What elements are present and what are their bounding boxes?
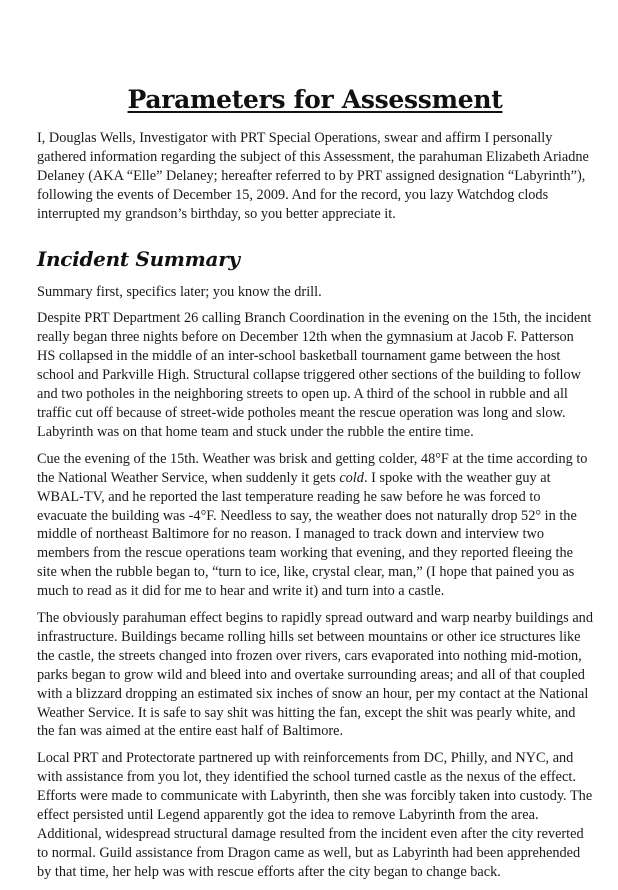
intro-paragraph: I, Douglas Wells, Investigator with PRT Special Operations, swear and affirm I personally gathered information regarding the subject of this Assessment, the parahuman Elizabeth Ariadne Delaney (AKA “Elle” Delaney; hereafter referred to by PRT assigned designation “Labyrinth”), following the events of December 15, 2009. And for the record, you lazy Watchdog clods interrupted my grandson’s birthday, so you better appreciate it. [37,130,589,222]
paragraph-effect-spread: The obviously parahuman effect begins to rapidly spread outward and warp nearby buildings and infrastructure. Buildings became rolling hills set between mountains or other ice structures like the castle, the streets changed into frozen over rivers, cars evaporated into nothing mid-motion, parks began to grow wild and bleed into and overtake surrounding areas; and all of that coupled with a blizzard dropping an estimated six inches of snow an hour, per my contact at the National Weather Service. It is safe to say shit was hitting the fan, except the shit was pearly white, and the fan was aimed at the entire east half of Baltimore. [37,610,593,740]
document-title: Parameters for Assessment [127,85,503,114]
document-page [37,84,593,890]
paragraph-incident-background: Despite PRT Department 26 calling Branch Coordination in the evening on the 15th, the incident really began three nights before on December 12th when the gymnasium at Jacob F. Patterson HS collapsed in the middle of an inter-school basketball tournament game between the host school and Parkville High. Structural collapse triggered other sections of the building to follow and two potholes in the neighboring streets to open up. A third of the school in rubble and all traffic cut off because of street-wide potholes meant the rescue operation was long and slow. Labyrinth was on that home team and stuck under the rubble the entire time. [37,310,592,440]
paragraph-text-segment: . I spoke with the weather guy at WBAL-TV, and he reported the last temperature reading he saw before he was forced to evacuate the building was -4°F. Needless to say, the weather does not naturally drop 52° in the middle of northeast Baltimore for no reason. I managed to track down and interview two members from the rescue operations team working that evening, and they reported fleeing the site when the rubble began to, “turn to ice, like, crystal clear, man,” (I hope that pained you as much to read as it did for me to hear and write it) and turn into a castle. [37,469,577,600]
emphasis-text: cold [339,469,364,486]
section-heading: Incident Summary [37,246,240,271]
paragraph-summary-intro: Summary first, specifics later; you know the drill. [37,283,322,300]
section-incident-summary [37,246,593,882]
paragraph-response: Local PRT and Protectorate partnered up with reinforcements from DC, Philly, and NYC, and with assistance from you lot, they identified the school turned castle as the nexus of the effect. Efforts were made to communicate with Labyrinth, then she was forcibly taken into custody. The effect persisted until Legend apparently got the idea to remove Labyrinth from the area. Additional, widespread structural damage resulted from the incident even after the city reverted to normal. Guild assistance from Dragon came as well, but as Labyrinth had been apprehended by that time, her help was with rescue efforts after the city began to change back. [37,750,593,880]
paragraph-text-segment: Cue the evening of the 15th. Weather was brisk and getting colder, 48°F at the time according to the National Weather Service, when suddenly it gets [37,450,588,486]
paragraph-weather-event [37,450,593,601]
